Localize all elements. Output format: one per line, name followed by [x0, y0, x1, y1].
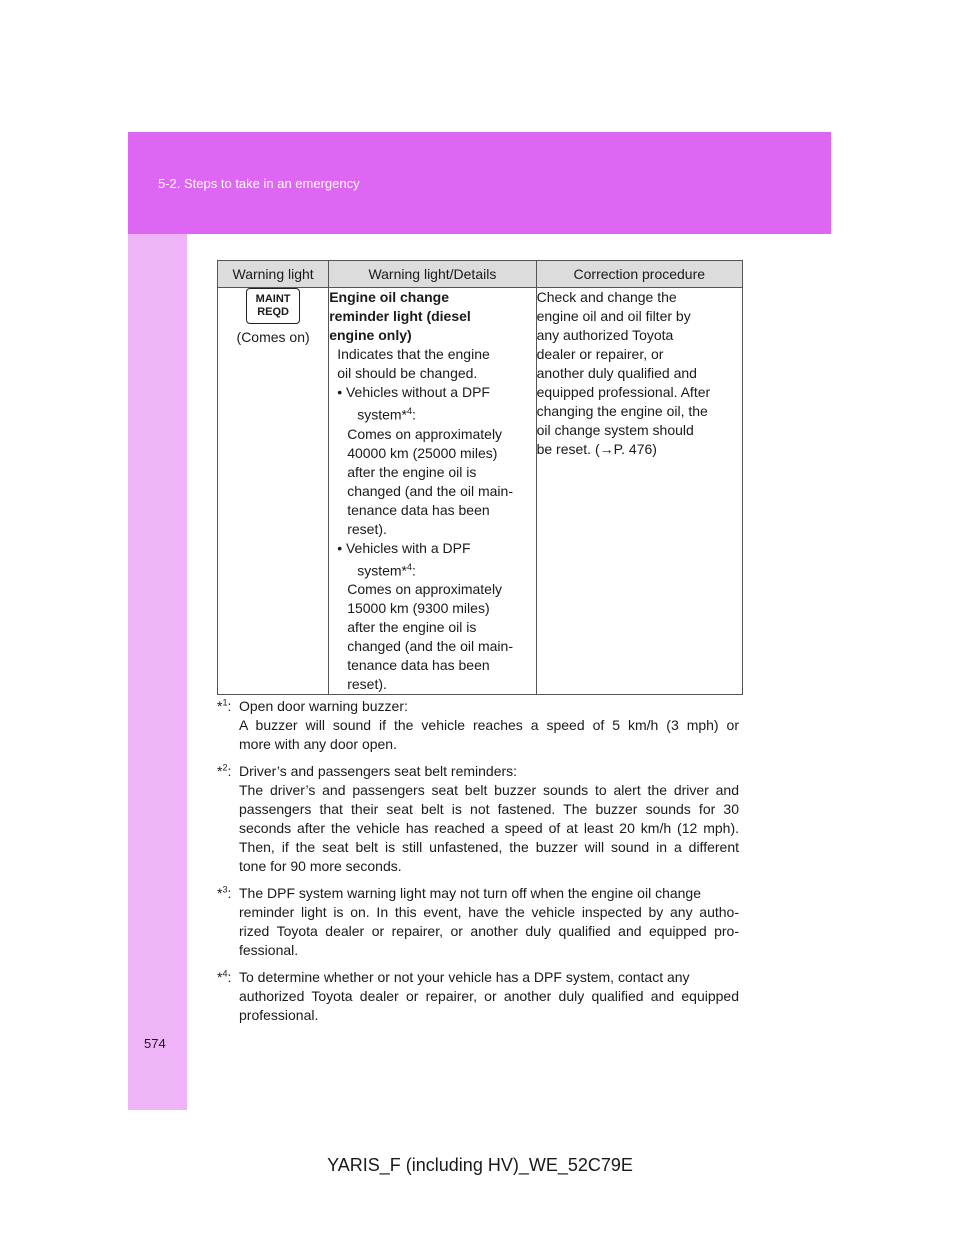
- correction-line: another duly qualified and: [536, 365, 697, 381]
- footnote-text: [239, 762, 739, 876]
- page-number: 574: [144, 1036, 166, 1051]
- column-header-details: Warning light/Details: [329, 261, 536, 288]
- footnote-line: rized Toyota dealer or repairer, or another duly qualified and equipped pro-: [239, 923, 739, 939]
- bullet-body-line: tenance data has been: [347, 657, 490, 674]
- footnote-line: Then, if the seat belt is still unfastened, the buzzer will sound in a different: [239, 839, 739, 855]
- footnote-2: [217, 762, 739, 876]
- correction-line: Check and change the: [536, 289, 677, 305]
- bullet-with-dpf-body: [329, 580, 535, 694]
- correction-procedure: [537, 288, 742, 459]
- footnote-4: [217, 968, 739, 1025]
- bullet-body-line: tenance data has been: [347, 501, 490, 518]
- footnote-line: tone for 90 more seconds.: [239, 858, 402, 874]
- light-title-line: engine only): [329, 327, 412, 343]
- correction-line: any authorized Toyota: [536, 327, 674, 343]
- footnote-line: seconds after the vehicle has reached a speed of at least 20 km/h (12 mph).: [239, 820, 739, 836]
- footnote-line: The driver’s and passengers seat belt buzzer sounds to alert the driver and: [239, 782, 739, 798]
- light-title-line: Engine oil change: [329, 289, 449, 305]
- correction-line: equipped professional. After: [536, 384, 711, 400]
- footnote-line: fessional.: [239, 942, 299, 958]
- bullet2-ref-suffix: :: [412, 562, 416, 579]
- correction-line: dealer or repairer, or: [536, 346, 664, 362]
- bullet-line: • Vehicles without a DPF: [337, 384, 490, 400]
- bullet-body-line: reset).: [347, 676, 387, 693]
- bullet2-ref-prefix: system*: [357, 562, 407, 579]
- light-title-line: reminder light (diesel: [329, 308, 471, 324]
- description-line: oil should be changed.: [337, 365, 478, 381]
- warning-light-cell: [218, 288, 329, 695]
- column-header-correction: Correction procedure: [536, 261, 742, 288]
- footnote-1: [217, 697, 739, 754]
- maint-reqd-icon: [246, 288, 300, 324]
- icon-text-line1: MAINT: [255, 293, 291, 305]
- correction-line: be reset. (→P. 476): [536, 441, 657, 457]
- details-cell: [329, 288, 536, 695]
- section-title: 5-2. Steps to take in an emergency: [158, 176, 360, 191]
- footnote-ref-4: 4: [407, 561, 413, 572]
- footnote-line: Open door warning buzzer:: [239, 698, 408, 714]
- bullet-with-dpf: [329, 539, 535, 581]
- bullet-body-line: after the engine oil is: [347, 463, 477, 480]
- footnote-line: more with any door open.: [239, 736, 397, 752]
- light-title: [329, 288, 535, 345]
- bullet-body-line: Comes on approximately: [347, 581, 503, 598]
- footnote-ref-4: 4: [407, 406, 413, 416]
- footnote-line: To determine whether or not your vehicle has a DPF system, contact any: [239, 969, 690, 985]
- footnote-text: [239, 968, 739, 1025]
- table-row: [218, 288, 743, 695]
- correction-line: oil change system should: [536, 422, 694, 438]
- bullet-body-line: changed (and the oil main-: [347, 482, 513, 499]
- correction-line: engine oil and oil filter by: [536, 308, 691, 324]
- status-label: (Comes on): [236, 329, 310, 345]
- warning-light-table: [217, 260, 743, 695]
- footnote-marker: *$^3$:: [217, 884, 232, 901]
- light-description: [329, 345, 535, 383]
- chapter-sidebar: [128, 132, 187, 1110]
- bullet-body-line: after the engine oil is: [347, 619, 477, 636]
- footnote-line: authorized Toyota dealer or repairer, or another duly qualified and equipped: [239, 988, 739, 1004]
- bullet-without-dpf: [329, 383, 535, 425]
- footnote-number: 2: [222, 762, 228, 773]
- footnote-number: 4: [222, 968, 228, 979]
- bullet-line: • Vehicles with a DPF: [337, 539, 471, 556]
- footnote-line: reminder light is on. In this event, have the vehicle inspected by any autho-: [239, 904, 739, 920]
- bullet1-ref-prefix: system*: [357, 406, 407, 423]
- bullet-body-line: 15000 km (9300 miles): [347, 600, 490, 617]
- description-line: Indicates that the engine: [337, 346, 490, 362]
- correction-line: changing the engine oil, the: [536, 403, 708, 419]
- footnote-marker: *$^4$:: [217, 968, 232, 985]
- icon-text-line2: REQD: [257, 306, 289, 318]
- footnote-line: Driver’s and passengers seat belt reminders:: [239, 763, 518, 779]
- bullet-body-line: 40000 km (25000 miles): [347, 444, 498, 461]
- footnote-3: [217, 884, 739, 960]
- column-header-warning-light: Warning light: [218, 261, 329, 288]
- bullet1-ref-suffix: :: [412, 406, 416, 423]
- footnote-line: professional.: [239, 1007, 319, 1023]
- bullet-body-line: changed (and the oil main-: [347, 638, 513, 655]
- table-header-row: [218, 261, 743, 288]
- bullet-body-line: Comes on approximately: [347, 425, 503, 442]
- bullet-body-line: reset).: [347, 520, 387, 537]
- document-footer: YARIS_F (including HV)_WE_52C79E: [327, 1155, 633, 1175]
- footnote-text: [239, 697, 739, 754]
- bullet-without-dpf-body: [329, 425, 535, 539]
- footnote-number: 1: [222, 697, 228, 708]
- footnote-text: [239, 884, 739, 960]
- footnote-marker: *$^1$:: [217, 697, 232, 714]
- footnotes: [217, 697, 739, 1033]
- footnote-line: passengers that their seat belt is not fastened. The buzzer sounds for 30: [239, 801, 739, 817]
- footnote-number: 3: [222, 884, 228, 895]
- footnote-line: The DPF system warning light may not turn off when the engine oil change: [239, 885, 701, 901]
- correction-cell: [536, 288, 742, 695]
- footnote-marker: *$^2$:: [217, 762, 232, 779]
- footnote-line: A buzzer will sound if the vehicle reaches a speed of 5 km/h (3 mph) or: [239, 717, 739, 733]
